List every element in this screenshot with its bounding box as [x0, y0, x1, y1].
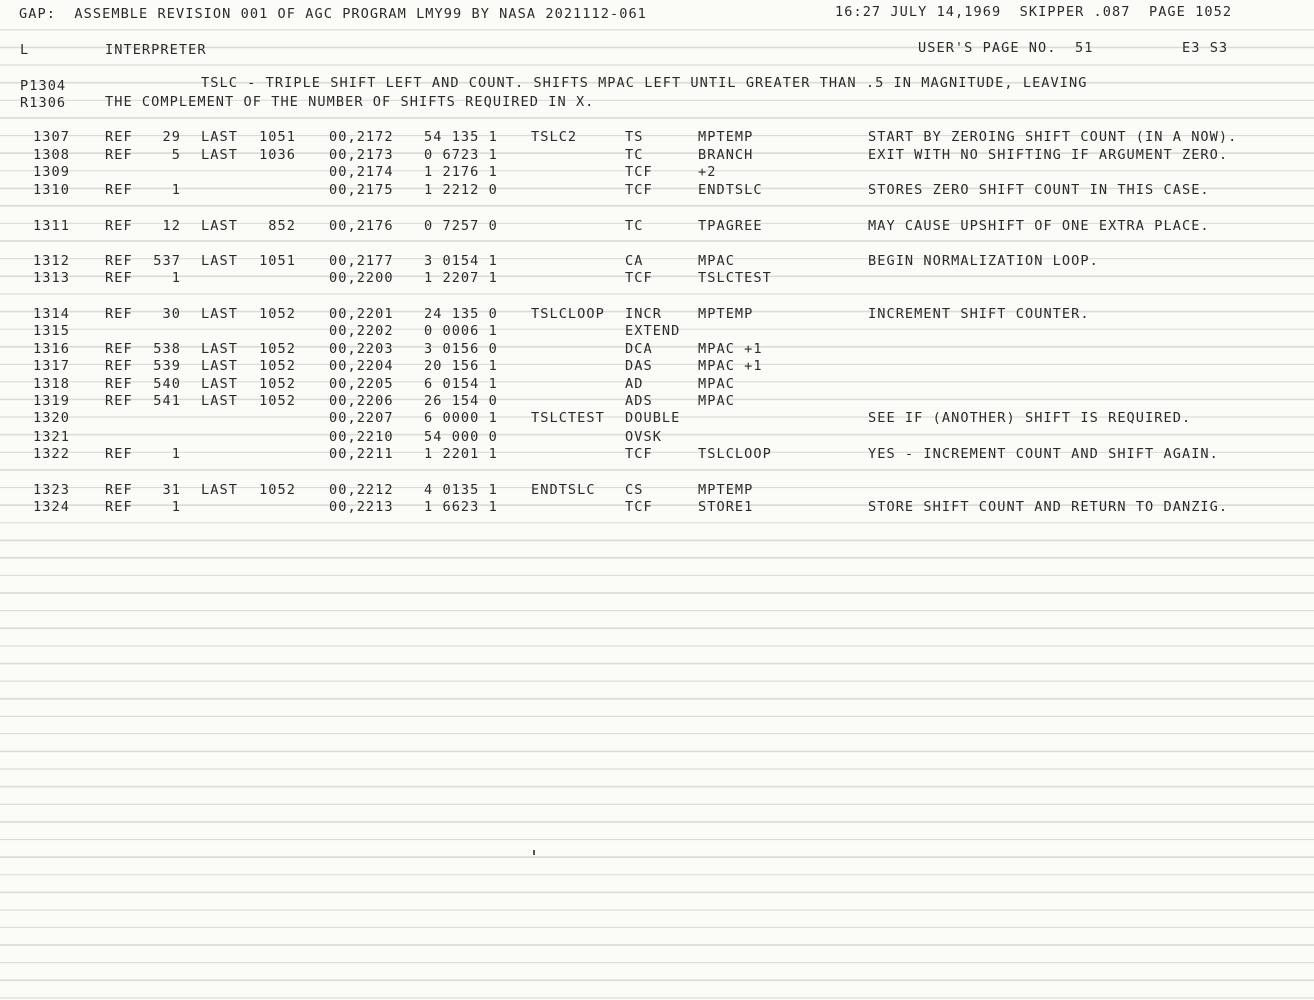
- operand: STORE1: [698, 499, 754, 515]
- ref-count: 30: [162, 306, 181, 322]
- ref-keyword: REF: [105, 270, 133, 286]
- address: 00,2173: [329, 147, 394, 163]
- opcode: OVSK: [625, 429, 662, 445]
- last-page: 1052: [259, 358, 296, 374]
- last-page: 1052: [259, 376, 296, 392]
- last-keyword: LAST: [201, 306, 238, 322]
- section-name: INTERPRETER: [105, 42, 207, 58]
- user-page-number: USER'S PAGE NO. 51: [918, 40, 1094, 56]
- comment: STORES ZERO SHIFT COUNT IN THIS CASE.: [868, 182, 1210, 198]
- comment: STORE SHIFT COUNT AND RETURN TO DANZIG.: [868, 499, 1229, 515]
- operand: MPTEMP: [698, 129, 754, 145]
- operand: TSLCLOOP: [698, 446, 772, 462]
- octal-code: 4 0135 1: [424, 482, 498, 498]
- ref-count: 29: [162, 129, 181, 145]
- opcode: CA: [625, 253, 644, 269]
- address: 00,2212: [329, 482, 394, 498]
- line-number: 1318: [33, 376, 70, 392]
- intro-tag: R1306: [20, 95, 67, 111]
- opcode: ADS: [625, 393, 653, 409]
- opcode: DOUBLE: [625, 410, 681, 426]
- comment: INCREMENT SHIFT COUNTER.: [868, 306, 1090, 322]
- line-number: 1316: [33, 341, 70, 357]
- line-number: 1312: [33, 253, 70, 269]
- ref-keyword: REF: [105, 482, 133, 498]
- opcode: TC: [625, 218, 644, 234]
- header-left: GAP: ASSEMBLE REVISION 001 OF AGC PROGRAM LMY99 BY NASA 2021112-061: [19, 6, 647, 22]
- opcode: TCF: [625, 270, 653, 286]
- last-page: 1052: [259, 341, 296, 357]
- operand: TPAGREE: [698, 218, 763, 234]
- ref-count: 540: [153, 376, 181, 392]
- ref-keyword: REF: [105, 341, 133, 357]
- ink-speck: [533, 850, 535, 855]
- opcode: TCF: [625, 182, 653, 198]
- octal-code: 0 6723 1: [424, 147, 498, 163]
- address: 00,2204: [329, 358, 394, 374]
- octal-code: 1 2207 1: [424, 270, 498, 286]
- line-number: 1322: [33, 446, 70, 462]
- octal-code: 20 156 1: [424, 358, 498, 374]
- line-number: 1310: [33, 182, 70, 198]
- address: 00,2203: [329, 341, 394, 357]
- ref-keyword: REF: [105, 129, 133, 145]
- ref-keyword: REF: [105, 376, 133, 392]
- ref-count: 12: [162, 218, 181, 234]
- symbol-label: ENDTSLC: [531, 482, 596, 498]
- opcode: DAS: [625, 358, 653, 374]
- ref-count: 5: [171, 147, 181, 163]
- ref-count: 1: [171, 270, 181, 286]
- operand: TSLCTEST: [698, 270, 772, 286]
- operand: MPAC +1: [698, 341, 763, 357]
- last-page: 1052: [259, 393, 296, 409]
- comment: START BY ZEROING SHIFT COUNT (IN A NOW).: [868, 129, 1238, 145]
- address: 00,2213: [329, 499, 394, 515]
- line-number: 1320: [33, 410, 70, 426]
- opcode: DCA: [625, 341, 653, 357]
- octal-code: 1 2176 1: [424, 164, 498, 180]
- address: 00,2177: [329, 253, 394, 269]
- address: 00,2205: [329, 376, 394, 392]
- bank-code: E3 S3: [1182, 40, 1229, 56]
- ref-count: 541: [153, 393, 181, 409]
- operand: ENDTSLC: [698, 182, 763, 198]
- operand: MPTEMP: [698, 306, 754, 322]
- operand: +2: [698, 164, 717, 180]
- line-number: 1308: [33, 147, 70, 163]
- octal-code: 3 0156 0: [424, 341, 498, 357]
- octal-code: 6 0000 1: [424, 410, 498, 426]
- ref-keyword: REF: [105, 182, 133, 198]
- symbol-label: TSLCTEST: [531, 410, 605, 426]
- operand: MPTEMP: [698, 482, 754, 498]
- opcode: INCR: [625, 306, 662, 322]
- last-keyword: LAST: [201, 341, 238, 357]
- last-page: 1036: [259, 147, 296, 163]
- ref-keyword: REF: [105, 393, 133, 409]
- ref-keyword: REF: [105, 147, 133, 163]
- opcode: TCF: [625, 164, 653, 180]
- address: 00,2206: [329, 393, 394, 409]
- ref-count: 1: [171, 499, 181, 515]
- ref-keyword: REF: [105, 218, 133, 234]
- line-number: 1321: [33, 429, 70, 445]
- line-number: 1324: [33, 499, 70, 515]
- ref-keyword: REF: [105, 358, 133, 374]
- ref-count: 1: [171, 182, 181, 198]
- address: 00,2207: [329, 410, 394, 426]
- octal-code: 1 2212 0: [424, 182, 498, 198]
- operand: MPAC: [698, 393, 735, 409]
- comment: BEGIN NORMALIZATION LOOP.: [868, 253, 1099, 269]
- line-number: 1319: [33, 393, 70, 409]
- opcode: TS: [625, 129, 644, 145]
- ref-keyword: REF: [105, 306, 133, 322]
- last-keyword: LAST: [201, 376, 238, 392]
- last-keyword: LAST: [201, 358, 238, 374]
- octal-code: 54 135 1: [424, 129, 498, 145]
- type-code: L: [20, 42, 30, 58]
- operand: MPAC +1: [698, 358, 763, 374]
- address: 00,2176: [329, 218, 394, 234]
- opcode: CS: [625, 482, 644, 498]
- line-number: 1311: [33, 218, 70, 234]
- last-page: 1051: [259, 129, 296, 145]
- address: 00,2174: [329, 164, 394, 180]
- line-number: 1315: [33, 323, 70, 339]
- octal-code: 3 0154 1: [424, 253, 498, 269]
- address: 00,2201: [329, 306, 394, 322]
- comment: YES - INCREMENT COUNT AND SHIFT AGAIN.: [868, 446, 1219, 462]
- octal-code: 26 154 0: [424, 393, 498, 409]
- octal-code: 24 135 0: [424, 306, 498, 322]
- operand: MPAC: [698, 253, 735, 269]
- octal-code: 0 0006 1: [424, 323, 498, 339]
- opcode: TCF: [625, 446, 653, 462]
- octal-code: 0 7257 0: [424, 218, 498, 234]
- last-page: 1051: [259, 253, 296, 269]
- comment: EXIT WITH NO SHIFTING IF ARGUMENT ZERO.: [868, 147, 1229, 163]
- last-page: 852: [268, 218, 296, 234]
- address: 00,2200: [329, 270, 394, 286]
- ref-count: 31: [162, 482, 181, 498]
- octal-code: 6 0154 1: [424, 376, 498, 392]
- address: 00,2202: [329, 323, 394, 339]
- last-keyword: LAST: [201, 129, 238, 145]
- comment: SEE IF (ANOTHER) SHIFT IS REQUIRED.: [868, 410, 1192, 426]
- last-keyword: LAST: [201, 482, 238, 498]
- symbol-label: TSLC2: [531, 129, 578, 145]
- ref-count: 539: [153, 358, 181, 374]
- octal-code: 1 2201 1: [424, 446, 498, 462]
- intro-tag: P1304: [20, 78, 67, 94]
- octal-code: 54 000 0: [424, 429, 498, 445]
- comment: MAY CAUSE UPSHIFT OF ONE EXTRA PLACE.: [868, 218, 1210, 234]
- last-keyword: LAST: [201, 218, 238, 234]
- ref-count: 1: [171, 446, 181, 462]
- intro-text: THE COMPLEMENT OF THE NUMBER OF SHIFTS REQUIRED IN X.: [105, 94, 595, 110]
- address: 00,2210: [329, 429, 394, 445]
- last-keyword: LAST: [201, 147, 238, 163]
- line-number: 1309: [33, 164, 70, 180]
- ref-count: 537: [153, 253, 181, 269]
- opcode: AD: [625, 376, 644, 392]
- address: 00,2175: [329, 182, 394, 198]
- last-page: 1052: [259, 306, 296, 322]
- ref-keyword: REF: [105, 446, 133, 462]
- line-number: 1314: [33, 306, 70, 322]
- intro-text: TSLC - TRIPLE SHIFT LEFT AND COUNT. SHIFTS MPAC LEFT UNTIL GREATER THAN .5 IN MAGNITUDE, LEAVING: [201, 75, 1088, 91]
- header-right: 16:27 JULY 14,1969 SKIPPER .087 PAGE 1052: [835, 4, 1233, 20]
- opcode: TCF: [625, 499, 653, 515]
- symbol-label: TSLCLOOP: [531, 306, 605, 322]
- octal-code: 1 6623 1: [424, 499, 498, 515]
- ref-count: 538: [153, 341, 181, 357]
- address: 00,2172: [329, 129, 394, 145]
- operand: BRANCH: [698, 147, 754, 163]
- ref-keyword: REF: [105, 499, 133, 515]
- line-number: 1317: [33, 358, 70, 374]
- opcode: TC: [625, 147, 644, 163]
- last-page: 1052: [259, 482, 296, 498]
- address: 00,2211: [329, 446, 394, 462]
- last-keyword: LAST: [201, 393, 238, 409]
- operand: MPAC: [698, 376, 735, 392]
- ref-keyword: REF: [105, 253, 133, 269]
- opcode: EXTEND: [625, 323, 681, 339]
- line-number: 1323: [33, 482, 70, 498]
- last-keyword: LAST: [201, 253, 238, 269]
- line-number: 1313: [33, 270, 70, 286]
- line-number: 1307: [33, 129, 70, 145]
